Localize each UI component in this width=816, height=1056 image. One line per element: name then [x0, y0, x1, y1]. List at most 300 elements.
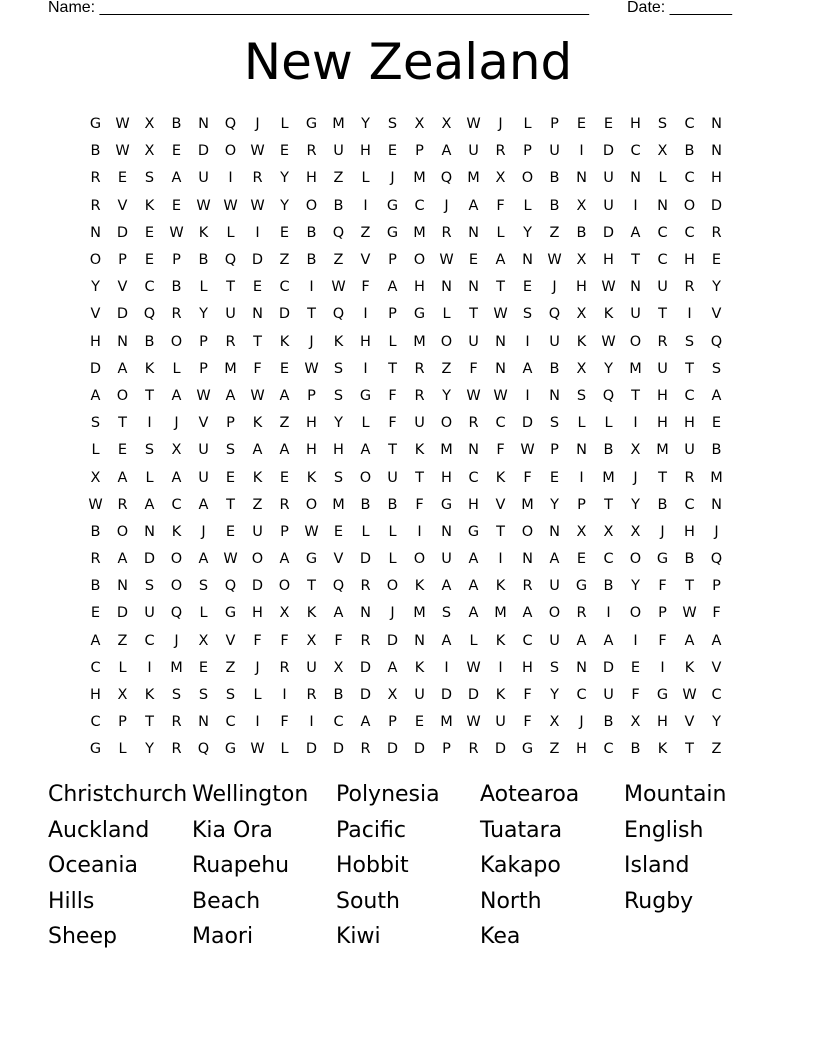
- grid-letter: D: [602, 224, 615, 241]
- grid-letter: O: [548, 605, 561, 622]
- grid-letter: A: [198, 496, 209, 513]
- grid-letter: M: [710, 469, 723, 486]
- grid-letter: F: [496, 442, 505, 459]
- grid-letter: J: [660, 523, 665, 540]
- grid-letter: T: [226, 279, 235, 296]
- grid-row: [82, 356, 730, 383]
- grid-letter: N: [711, 143, 722, 160]
- grid-letter: L: [118, 659, 127, 676]
- grid-letter: B: [90, 143, 101, 160]
- grid-letter: X: [630, 442, 641, 459]
- grid-letter: E: [279, 143, 290, 160]
- grid-letter: Q: [224, 578, 237, 595]
- name-field: Name: _______________________________________________________: [48, 0, 589, 16]
- grid-letter: C: [495, 415, 506, 432]
- grid-letter: Y: [145, 741, 154, 758]
- grid-letter: G: [359, 387, 372, 404]
- grid-letter: O: [278, 578, 291, 595]
- grid-letter: A: [117, 551, 128, 568]
- grid-letter: A: [468, 605, 479, 622]
- grid-letter: K: [198, 224, 209, 241]
- grid-letter: G: [467, 523, 480, 540]
- grid-letter: T: [307, 306, 316, 323]
- grid-letter: R: [576, 605, 587, 622]
- grid-letter: B: [333, 687, 344, 704]
- grid-letter: B: [90, 578, 101, 595]
- grid-letter: Z: [333, 252, 344, 269]
- grid-letter: N: [522, 551, 533, 568]
- grid-letter: E: [171, 143, 182, 160]
- word-bank-item: Auckland: [48, 817, 150, 843]
- grid-row: [82, 546, 730, 573]
- grid-letter: C: [144, 632, 155, 649]
- grid-letter: T: [685, 741, 694, 758]
- grid-letter: K: [576, 333, 587, 350]
- word-bank-item: Sheep: [48, 924, 117, 950]
- grid-letter: Q: [224, 116, 237, 133]
- grid-letter: A: [360, 714, 371, 731]
- grid-letter: X: [441, 116, 452, 133]
- grid-letter: R: [171, 306, 182, 323]
- word-bank-item: Kiwi: [336, 924, 381, 950]
- grid-letter: C: [468, 469, 479, 486]
- grid-letter: C: [684, 170, 695, 187]
- grid-letter: L: [199, 605, 208, 622]
- grid-letter: R: [90, 197, 101, 214]
- grid-letter: N: [360, 605, 371, 622]
- grid-letter: L: [388, 523, 397, 540]
- grid-letter: L: [145, 469, 154, 486]
- grid-letter: H: [252, 605, 263, 622]
- grid-letter: R: [252, 170, 263, 187]
- grid-letter: S: [576, 387, 587, 404]
- grid-letter: X: [576, 360, 587, 377]
- word-bank-item: Island: [624, 853, 690, 879]
- grid-letter: S: [522, 306, 533, 323]
- grid-letter: O: [170, 551, 183, 568]
- grid-letter: E: [279, 469, 290, 486]
- grid-letter: X: [549, 714, 560, 731]
- grid-letter: O: [305, 197, 318, 214]
- grid-letter: B: [360, 496, 371, 513]
- word-bank-item: Tuatara: [480, 817, 563, 843]
- grid-letter: X: [630, 714, 641, 731]
- grid-letter: H: [657, 714, 668, 731]
- grid-letter: L: [361, 523, 370, 540]
- grid-letter: V: [225, 632, 236, 649]
- grid-letter: K: [495, 578, 506, 595]
- word-bank-item: Polynesia: [336, 782, 440, 808]
- grid-letter: T: [415, 469, 424, 486]
- grid-letter: Z: [711, 741, 722, 758]
- grid-letter: P: [712, 578, 721, 595]
- grid-row: [82, 600, 730, 627]
- grid-letter: R: [279, 659, 290, 676]
- grid-letter: G: [440, 496, 453, 513]
- grid-letter: E: [171, 197, 182, 214]
- grid-letter: I: [309, 279, 314, 296]
- grid-letter: T: [118, 415, 127, 432]
- grid-letter: N: [630, 170, 641, 187]
- grid-letter: X: [576, 252, 587, 269]
- grid-letter: Z: [252, 496, 263, 513]
- grid-row: [82, 437, 730, 464]
- grid-letter: N: [711, 496, 722, 513]
- grid-letter: B: [171, 279, 182, 296]
- grid-letter: H: [306, 170, 317, 187]
- grid-letter: J: [390, 170, 395, 187]
- grid-letter: B: [603, 442, 614, 459]
- grid-letter: B: [684, 143, 695, 160]
- grid-letter: Y: [604, 360, 613, 377]
- grid-letter: Q: [332, 306, 345, 323]
- grid-letter: K: [684, 659, 695, 676]
- grid-letter: D: [116, 306, 129, 323]
- grid-letter: S: [144, 170, 155, 187]
- grid-letter: L: [388, 551, 397, 568]
- grid-letter: D: [602, 143, 615, 160]
- grid-letter: W: [331, 279, 346, 296]
- grid-letter: F: [361, 279, 370, 296]
- grid-letter: R: [90, 170, 101, 187]
- grid-letter: O: [440, 333, 453, 350]
- grid-letter: U: [603, 197, 614, 214]
- grid-letter: Q: [332, 224, 345, 241]
- grid-letter: I: [498, 551, 503, 568]
- grid-letter: F: [388, 387, 397, 404]
- grid-letter: K: [252, 415, 263, 432]
- grid-letter: I: [498, 659, 503, 676]
- worksheet-header: [0, 0, 816, 20]
- grid-letter: P: [523, 143, 532, 160]
- grid-letter: W: [466, 659, 481, 676]
- grid-letter: H: [306, 415, 317, 432]
- grid-letter: R: [117, 496, 128, 513]
- grid-letter: A: [441, 578, 452, 595]
- grid-letter: N: [468, 442, 479, 459]
- grid-letter: E: [576, 551, 587, 568]
- grid-letter: A: [279, 551, 290, 568]
- grid-letter: H: [630, 116, 641, 133]
- grid-letter: F: [658, 578, 667, 595]
- grid-letter: M: [629, 360, 642, 377]
- grid-letter: N: [522, 252, 533, 269]
- grid-letter: B: [630, 741, 641, 758]
- grid-letter: B: [171, 116, 182, 133]
- grid-letter: R: [279, 496, 290, 513]
- grid-letter: W: [250, 387, 265, 404]
- grid-letter: B: [603, 714, 614, 731]
- grid-letter: N: [495, 333, 506, 350]
- grid-letter: O: [629, 333, 642, 350]
- grid-letter: L: [523, 197, 532, 214]
- grid-letter: H: [657, 415, 668, 432]
- grid-row: [82, 329, 730, 356]
- grid-letter: F: [523, 469, 532, 486]
- grid-letter: N: [414, 632, 425, 649]
- grid-letter: Y: [361, 116, 370, 133]
- grid-letter: M: [440, 442, 453, 459]
- grid-letter: Z: [225, 659, 236, 676]
- grid-letter: I: [525, 387, 530, 404]
- grid-letter: U: [657, 360, 668, 377]
- grid-letter: R: [171, 714, 182, 731]
- grid-letter: K: [495, 687, 506, 704]
- grid-letter: P: [388, 714, 397, 731]
- grid-letter: A: [684, 632, 695, 649]
- grid-letter: J: [174, 632, 179, 649]
- grid-letter: W: [250, 143, 265, 160]
- grid-letter: U: [657, 279, 668, 296]
- grid-letter: M: [467, 170, 480, 187]
- grid-letter: I: [579, 143, 584, 160]
- grid-letter: J: [174, 415, 179, 432]
- grid-letter: P: [172, 252, 181, 269]
- grid-letter: U: [468, 333, 479, 350]
- grid-letter: T: [496, 279, 505, 296]
- grid-letter: G: [413, 306, 426, 323]
- grid-letter: T: [658, 306, 667, 323]
- grid-letter: P: [658, 605, 667, 622]
- grid-letter: T: [145, 387, 154, 404]
- grid-letter: E: [144, 252, 155, 269]
- grid-letter: I: [147, 659, 152, 676]
- grid-letter: M: [413, 224, 426, 241]
- grid-letter: K: [414, 578, 425, 595]
- grid-letter: N: [117, 333, 128, 350]
- word-bank-item: South: [336, 888, 400, 914]
- grid-letter: D: [602, 659, 615, 676]
- grid-letter: L: [226, 224, 235, 241]
- grid-letter: D: [116, 605, 129, 622]
- grid-letter: K: [144, 197, 155, 214]
- grid-letter: M: [440, 714, 453, 731]
- grid-letter: B: [711, 442, 722, 459]
- word-bank-row: [48, 884, 788, 920]
- grid-letter: O: [170, 578, 183, 595]
- grid-letter: W: [196, 387, 211, 404]
- grid-letter: X: [144, 116, 155, 133]
- grid-letter: O: [89, 252, 102, 269]
- grid-letter: G: [575, 578, 588, 595]
- grid-letter: L: [361, 415, 370, 432]
- grid-letter: M: [332, 116, 345, 133]
- grid-letter: Z: [117, 632, 128, 649]
- grid-letter: T: [631, 387, 640, 404]
- grid-letter: Q: [197, 741, 210, 758]
- word-bank-item: Kakapo: [480, 853, 561, 879]
- grid-letter: W: [520, 442, 535, 459]
- word-bank-row: [48, 813, 788, 849]
- grid-letter: O: [386, 578, 399, 595]
- grid-letter: N: [441, 523, 452, 540]
- grid-letter: U: [495, 714, 506, 731]
- grid-letter: K: [414, 659, 425, 676]
- grid-letter: S: [144, 578, 155, 595]
- grid-letter: D: [359, 659, 372, 676]
- grid-letter: M: [602, 469, 615, 486]
- grid-letter: X: [279, 605, 290, 622]
- grid-letter: X: [144, 143, 155, 160]
- grid-letter: P: [199, 333, 208, 350]
- word-bank-item: Hills: [48, 888, 95, 914]
- grid-letter: Z: [360, 224, 371, 241]
- grid-letter: Y: [631, 496, 640, 513]
- grid-letter: L: [577, 415, 586, 432]
- grid-letter: N: [90, 224, 101, 241]
- grid-letter: V: [711, 306, 722, 323]
- grid-letter: O: [629, 551, 642, 568]
- grid-letter: F: [469, 360, 478, 377]
- grid-letter: A: [630, 224, 641, 241]
- grid-letter: E: [279, 360, 290, 377]
- grid-letter: X: [333, 659, 344, 676]
- grid-letter: U: [549, 578, 560, 595]
- grid-letter: C: [144, 279, 155, 296]
- grid-letter: S: [225, 687, 236, 704]
- grid-letter: U: [414, 687, 425, 704]
- grid-letter: B: [603, 578, 614, 595]
- grid-row: [82, 492, 730, 519]
- grid-letter: O: [413, 252, 426, 269]
- grid-letter: O: [521, 170, 534, 187]
- grid-letter: S: [171, 687, 182, 704]
- grid-letter: I: [660, 659, 665, 676]
- grid-letter: A: [468, 578, 479, 595]
- grid-letter: Y: [334, 415, 343, 432]
- date-field: Date: _______: [627, 0, 732, 16]
- grid-letter: R: [495, 143, 506, 160]
- grid-letter: H: [657, 387, 668, 404]
- grid-letter: D: [332, 741, 345, 758]
- grid-letter: A: [711, 387, 722, 404]
- grid-letter: C: [630, 143, 641, 160]
- grid-row: [82, 519, 730, 546]
- grid-letter: Q: [170, 605, 183, 622]
- grid-letter: H: [576, 279, 587, 296]
- grid-letter: A: [522, 605, 533, 622]
- grid-letter: R: [306, 143, 317, 160]
- grid-letter: H: [360, 143, 371, 160]
- grid-letter: N: [576, 442, 587, 459]
- grid-letter: U: [684, 442, 695, 459]
- grid-letter: K: [414, 442, 425, 459]
- grid-letter: A: [117, 360, 128, 377]
- grid-letter: F: [388, 415, 397, 432]
- grid-letter: U: [441, 551, 452, 568]
- grid-letter: F: [334, 632, 343, 649]
- grid-letter: C: [225, 714, 236, 731]
- word-bank-item: Kia Ora: [192, 817, 273, 843]
- grid-letter: R: [441, 224, 452, 241]
- grid-letter: R: [225, 333, 236, 350]
- grid-letter: C: [684, 496, 695, 513]
- grid-letter: W: [88, 496, 103, 513]
- grid-letter: R: [360, 741, 371, 758]
- grid-letter: U: [198, 469, 209, 486]
- grid-letter: K: [252, 469, 263, 486]
- grid-letter: K: [144, 360, 155, 377]
- grid-letter: M: [332, 496, 345, 513]
- grid-letter: B: [306, 252, 317, 269]
- word-bank-item: Pacific: [336, 817, 406, 843]
- grid-letter: F: [280, 632, 289, 649]
- grid-letter: A: [225, 387, 236, 404]
- grid-letter: H: [414, 279, 425, 296]
- grid-letter: U: [603, 170, 614, 187]
- grid-letter: O: [116, 523, 129, 540]
- grid-letter: L: [118, 741, 127, 758]
- grid-letter: V: [198, 415, 209, 432]
- grid-letter: W: [115, 143, 130, 160]
- grid-letter: P: [415, 143, 424, 160]
- grid-row: [82, 220, 730, 247]
- grid-row: [82, 274, 730, 301]
- grid-letter: K: [603, 306, 614, 323]
- word-bank-item: North: [480, 888, 542, 914]
- grid-letter: A: [171, 387, 182, 404]
- grid-letter: N: [468, 279, 479, 296]
- grid-letter: W: [493, 387, 508, 404]
- grid-letter: X: [387, 687, 398, 704]
- grid-letter: Y: [550, 687, 559, 704]
- grid-letter: E: [117, 442, 128, 459]
- grid-letter: Z: [549, 224, 560, 241]
- grid-letter: R: [414, 360, 425, 377]
- grid-letter: W: [304, 360, 319, 377]
- grid-letter: L: [469, 632, 478, 649]
- word-bank-item: Christchurch: [48, 782, 188, 808]
- grid-letter: G: [305, 116, 318, 133]
- grid-letter: L: [172, 360, 181, 377]
- word-bank-item: Aotearoa: [480, 782, 580, 808]
- grid-letter: Z: [549, 741, 560, 758]
- grid-letter: I: [444, 659, 449, 676]
- grid-letter: P: [550, 442, 559, 459]
- grid-letter: R: [306, 687, 317, 704]
- grid-letter: W: [115, 116, 130, 133]
- grid-letter: W: [304, 523, 319, 540]
- grid-letter: T: [307, 578, 316, 595]
- grid-letter: I: [363, 306, 368, 323]
- grid-letter: O: [413, 551, 426, 568]
- grid-letter: I: [147, 415, 152, 432]
- grid-letter: R: [171, 741, 182, 758]
- grid-letter: P: [280, 523, 289, 540]
- grid-letter: W: [439, 252, 454, 269]
- grid-letter: Q: [143, 306, 156, 323]
- grid-letter: E: [225, 469, 236, 486]
- grid-letter: S: [333, 469, 344, 486]
- grid-letter: C: [171, 496, 182, 513]
- grid-letter: C: [684, 224, 695, 241]
- grid-row: [82, 573, 730, 600]
- word-bank-item: English: [624, 817, 704, 843]
- grid-letter: Z: [279, 415, 290, 432]
- grid-letter: I: [633, 197, 638, 214]
- grid-letter: D: [89, 360, 102, 377]
- grid-letter: P: [199, 360, 208, 377]
- grid-letter: W: [682, 605, 697, 622]
- grid-letter: B: [684, 551, 695, 568]
- grid-letter: M: [413, 170, 426, 187]
- grid-letter: I: [633, 632, 638, 649]
- grid-letter: L: [442, 306, 451, 323]
- grid-letter: I: [255, 714, 260, 731]
- grid-row: [82, 709, 730, 736]
- grid-letter: I: [255, 224, 260, 241]
- grid-letter: C: [711, 687, 722, 704]
